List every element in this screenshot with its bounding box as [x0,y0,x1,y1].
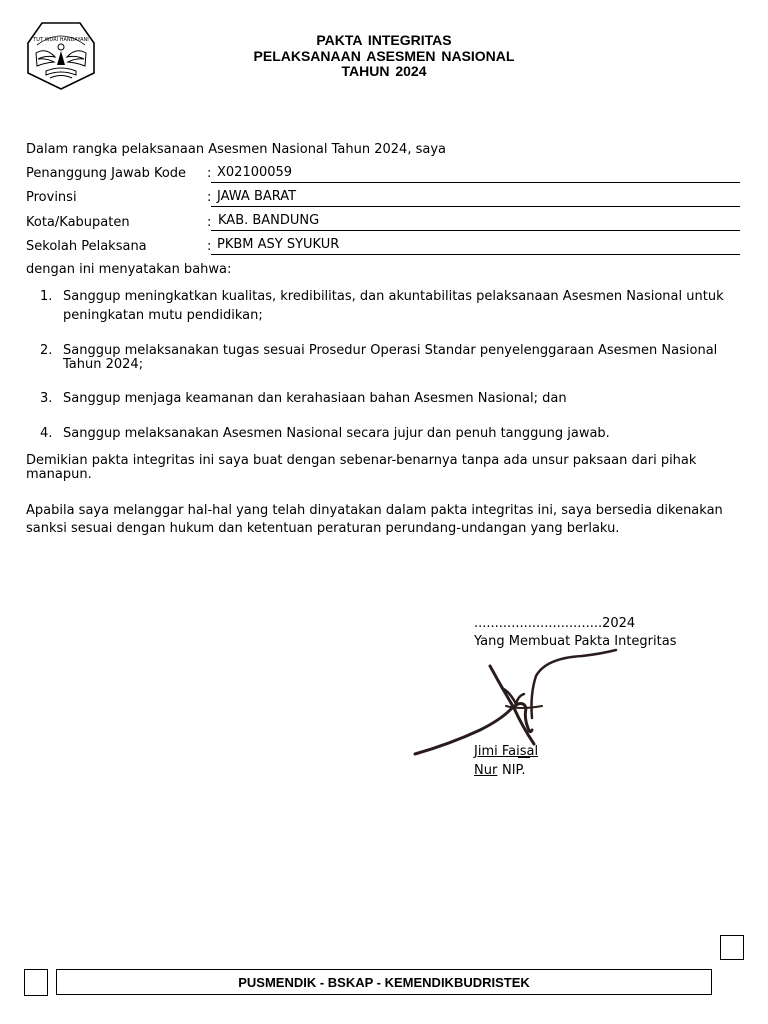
document-subtitle: PELAKSANAAN ASESMEN NASIONAL [253,48,515,64]
sanction-paragraph: Apabila saya melanggar hal-hal yang telah dinyatakan dalam pakta integritas ini, saya bersedia dikenakan [26,503,723,518]
signature-date: ...............................2024 [474,616,636,631]
item-text: Sanggup menjaga keamanan dan kerahasiaan bahan Asesmen Nasional; dan [63,391,567,406]
signature-role: Yang Membuat Pakta Integritas [474,634,677,649]
field-label-provinsi: Provinsi [26,190,77,205]
item-text: Sanggup melaksanakan tugas sesuai Prosedur Operasi Standar penyelenggaraan Asesmen Nasional [63,343,718,358]
item-number: 4. [40,426,53,441]
closing-paragraph: manapun. [26,467,92,482]
field-value-kode: X02100059 [217,165,293,180]
field-value-sekolah: PKBM ASY SYUKUR [217,237,340,252]
document-title: PAKTA INTEGRITAS [316,32,452,48]
statement-intro: dengan ini menyatakan bahwa: [26,262,232,277]
field-underline [211,254,740,255]
closing-paragraph: Demikian pakta integritas ini saya buat dengan sebenar-benarnya tanpa ada unsur paksaan dari pihak [26,453,697,468]
corner-box [24,969,48,996]
intro-text: Dalam rangka pelaksanaan Asesmen Nasional Tahun 2024, saya [26,142,446,157]
logo-motto: TUT WURI HANDAYANI [33,37,89,43]
footer-text: PUSMENDIK - BSKAP - KEMENDIKBUDRISTEK [238,974,530,990]
field-colon: : [207,239,212,254]
tut-wuri-handayani-logo [24,21,98,91]
field-underline [211,182,740,183]
field-colon: : [207,215,212,230]
field-value-provinsi: JAWA BARAT [217,189,297,204]
field-colon: : [207,190,212,205]
field-label-sekolah: Sekolah Pelaksana [26,239,147,254]
item-text: peningkatan mutu pendidikan; [63,308,263,323]
field-colon: : [207,166,212,181]
item-text: Sanggup melaksanakan Asesmen Nasional secara jujur dan penuh tanggung jawab. [63,426,610,441]
item-number: 3. [40,391,53,406]
signer-name: Jimi Faisal [474,744,539,759]
footer-banner [56,969,712,995]
field-underline [211,230,740,231]
item-number: 1. [40,289,53,304]
item-text: Tahun 2024; [63,357,144,372]
corner-box [720,935,744,960]
field-value-kota: KAB. BANDUNG [218,213,320,228]
signer-name-continued: Nur [474,763,498,778]
item-text: Sanggup meningkatkan kualitas, kredibilitas, dan akuntabilitas pelaksanaan Asesmen Nasional untuk [63,289,724,304]
field-label-kota: Kota/Kabupaten [26,215,130,230]
document-year: TAHUN 2024 [341,63,427,79]
sanction-paragraph: sanksi sesuai dengan hukum dan ketentuan peraturan perundang-undangan yang berlaku. [26,521,620,536]
field-label-kode: Penanggung Jawab Kode [26,166,187,181]
name-underline [518,757,530,758]
item-number: 2. [40,343,53,358]
field-underline [211,206,740,207]
signer-nip: NIP. [502,763,526,778]
